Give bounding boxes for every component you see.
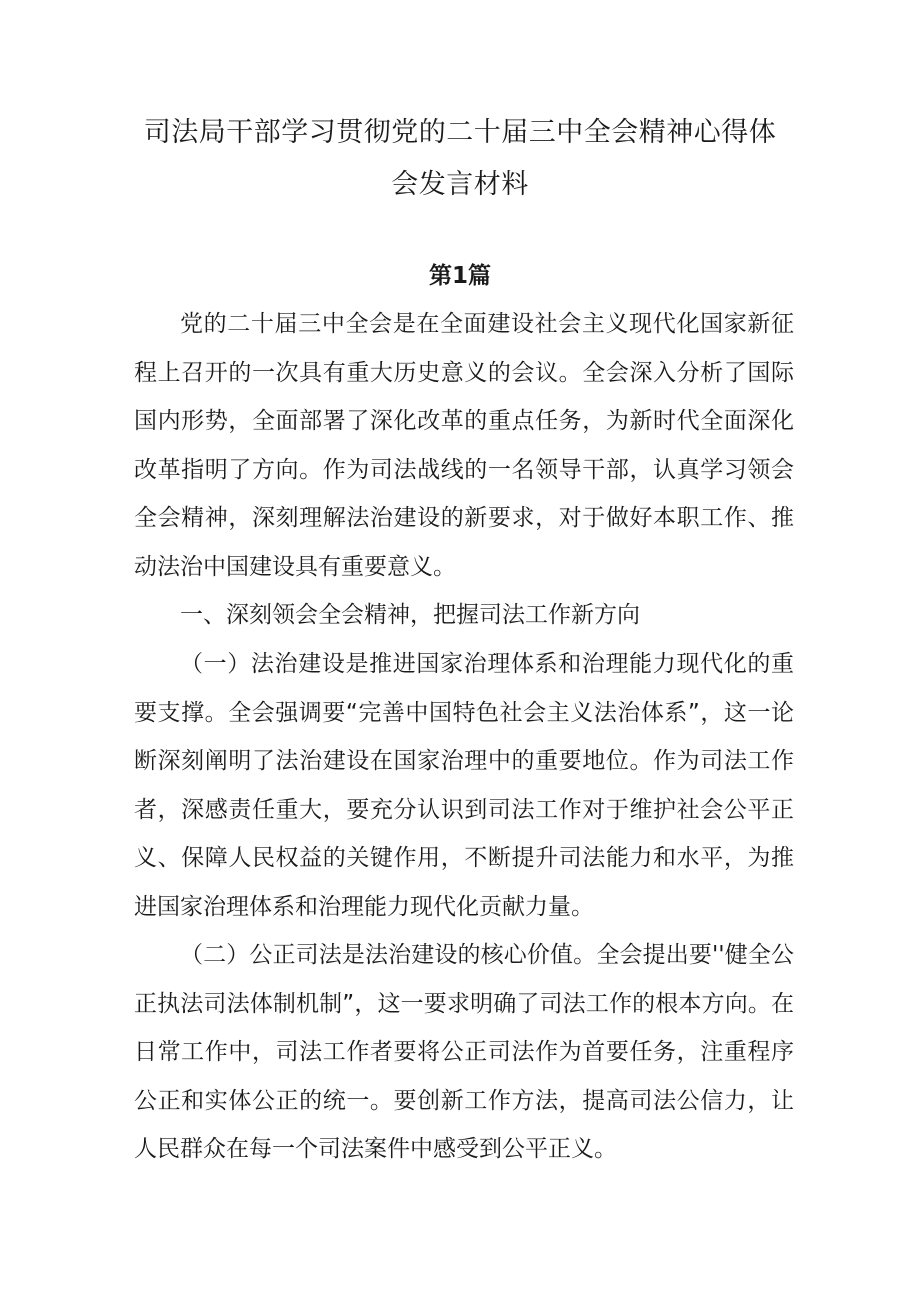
document-title-line-1: 司法局干部学习贯彻党的二十届三中全会精神心得体 [143,117,777,148]
paragraph-point-one: （一）法治建设是推进国家治理体系和治理能力现代化的重要支撑。全会强调要“完善中国特色社会主义法治体系”，这一论断深刻阐明了法治建设在国家治理中的重要地位。作为司法工作者，深感责任重大，要充分认识到司法工作对于维护社会公平正义、保障人民权益的关键作用，不断提升司法能力和水平，为推进国家治理体系和治理能力现代化贡献力量。 [134,651,794,920]
paragraph-point-two: （二）公正司法是法治建设的核心价值。全会提出要''健全公正执法司法体制机制”，这一要求明确了司法工作的根本方向。在日常工作中，司法工作者要将公正司法作为首要任务，注重程序公正和实体公正的统一。要创新工作方法，提高司法公信力，让人民群众在每一个司法案件中感受到公平正义。 [134,942,794,1162]
section-heading: 第1篇 [428,263,491,289]
document-title-line-2: 会发言材料 [391,169,529,200]
paragraph-intro: 党的二十届三中全会是在全面建设社会主义现代化国家新征程上召开的一次具有重大历史意义的会议。全会深入分析了国际国内形势，全面部署了深化改革的重点任务，为新时代全面深化改革指明了方向。作为司法战线的一名领导干部，认真学习领会全会精神，深刻理解法治建设的新要求，对于做好本职工作、推动法治中国建设具有重要意义。 [134,311,794,580]
subheading-one: 一、深刻领会全会精神，把握司法工作新方向 [180,602,640,628]
